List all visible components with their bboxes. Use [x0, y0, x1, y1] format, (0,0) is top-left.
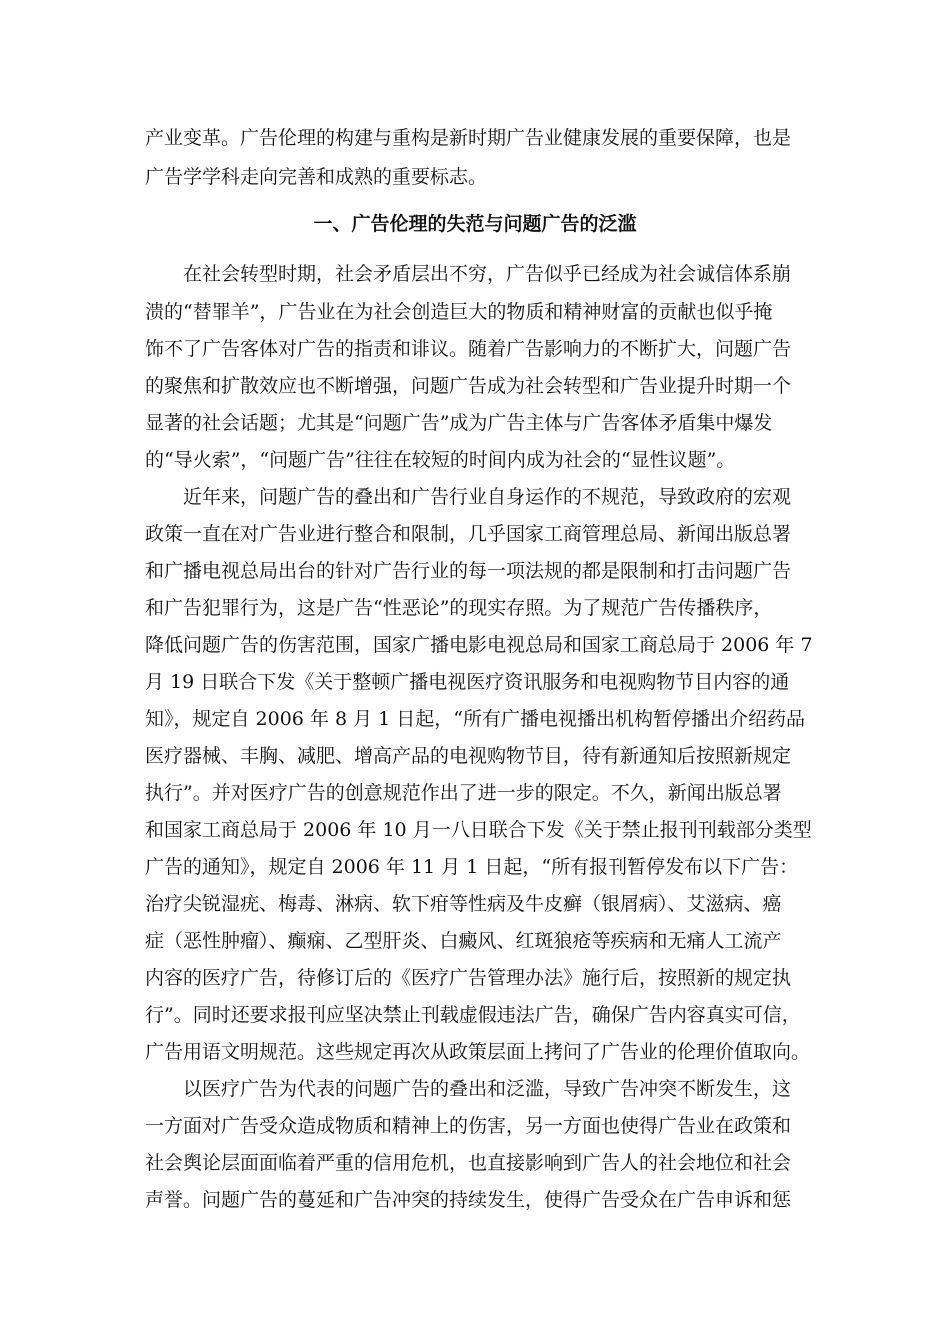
paragraph-2-line-4: 和广告犯罪行为，这是广告“性恶论”的现实存照。为了规范广告传播秩序，	[145, 597, 773, 619]
paragraph-1-line-1: 在社会转型时期，社会矛盾层出不穷，广告似乎已经成为社会诚信体系崩	[183, 263, 792, 285]
paragraph-2-line-13: 症（恶性肿瘤）、癫痫、乙型肝炎、白癜风、红斑狼疮等疾病和无痛人工流产	[145, 930, 782, 952]
paragraph-1-line-3: 饰不了广告客体对广告的指责和诽议。随着广告影响力的不断扩大，问题广告	[145, 338, 792, 360]
paragraph-1-line-6: 的“导火索”，“问题广告”往往在较短的时间内成为社会的“显性议题”。	[145, 449, 736, 471]
paragraph-1-line-2: 溃的“替罪羊”，广告业在为社会创造巨大的物质和精神财富的贡献也似乎掩	[145, 301, 773, 323]
paragraph-3-line-4: 声誉。问题广告的蔓延和广告冲突的持续发生，使得广告受众在广告申诉和惩	[145, 1189, 792, 1211]
paragraph-2-line-10: 和国家工商总局于 2006 年 10 月一八日联合下发《关于禁止报刊刊载部分类型	[145, 819, 812, 841]
paragraph-2-line-5: 降低问题广告的伤害范围，国家广播电影电视总局和国家工商总局于 2006 年 7	[145, 634, 813, 656]
paragraph-1-line-5: 显著的社会话题；尤其是“问题广告”成为广告主体与广告客体矛盾集中爆发	[145, 412, 773, 434]
paragraph-3-line-2: 一方面对广告受众造成物质和精神上的伤害，另一方面也使得广告业在政策和	[145, 1115, 792, 1137]
paragraph-2-line-7: 知》，规定自 2006 年 8 月 1 日起，“所有广播电视播出机构暂停播出介绍药品	[145, 708, 805, 730]
paragraph-2-line-14: 内容的医疗广告，待修订后的《医疗广告管理办法》施行后，按照新的规定执	[145, 967, 792, 989]
paragraph-2-line-6: 月 19 日联合下发《关于整顿广播电视医疗资讯服务和电视购物节目内容的通	[145, 671, 790, 693]
intro-line-1: 产业变革。广告伦理的构建与重构是新时期广告业健康发展的重要保障，也是	[145, 127, 792, 149]
paragraph-2-line-15: 行”。同时还要求报刊应坚决禁止刊载虚假违法广告，确保广告内容真实可信，	[145, 1004, 801, 1026]
paragraph-3-line-3: 社会舆论层面面临着严重的信用危机，也直接影响到广告人的社会地位和社会	[145, 1152, 792, 1174]
paragraph-2-line-2: 政策一直在对广告业进行整合和限制，几乎国家工商管理总局、新闻出版总署	[145, 523, 792, 545]
paragraph-2-line-8: 医疗器械、丰胸、减肥、增高产品的电视购物节目，待有新通知后按照新规定	[145, 745, 792, 767]
paragraph-2-line-1: 近年来，问题广告的叠出和广告行业自身运作的不规范，导致政府的宏观	[183, 486, 792, 508]
paragraph-2-line-9: 执行”。并对医疗广告的创意规范作出了进一步的限定。不久，新闻出版总署	[145, 782, 782, 804]
paragraph-2-line-3: 和广播电视总局出台的针对广告行业的每一项法规的都是限制和打击问题广告	[145, 560, 792, 582]
paragraph-2-line-16: 广告用语文明规范。这些规定再次从政策层面上拷问了广告业的伦理价值取向。	[145, 1041, 811, 1063]
section-heading: 一、广告伦理的失范与问题广告的泛滥	[313, 213, 637, 235]
paragraph-2-line-12: 治疗尖锐湿疣、梅毒、淋病、软下疳等性病及牛皮癣（银屑病）、艾滋病、癌	[145, 893, 782, 915]
paragraph-1-line-4: 的聚焦和扩散效应也不断增强，问题广告成为社会转型和广告业提升时期一个	[145, 375, 792, 397]
paragraph-2-line-11: 广告的通知》，规定自 2006 年 11 月 1 日起，“所有报刊暂停发布以下广告：	[145, 856, 799, 878]
paragraph-3-line-1: 以医疗广告为代表的问题广告的叠出和泛滥，导致广告冲突不断发生，这	[183, 1078, 792, 1100]
intro-line-2: 广告学学科走向完善和成熟的重要标志。	[145, 166, 488, 188]
